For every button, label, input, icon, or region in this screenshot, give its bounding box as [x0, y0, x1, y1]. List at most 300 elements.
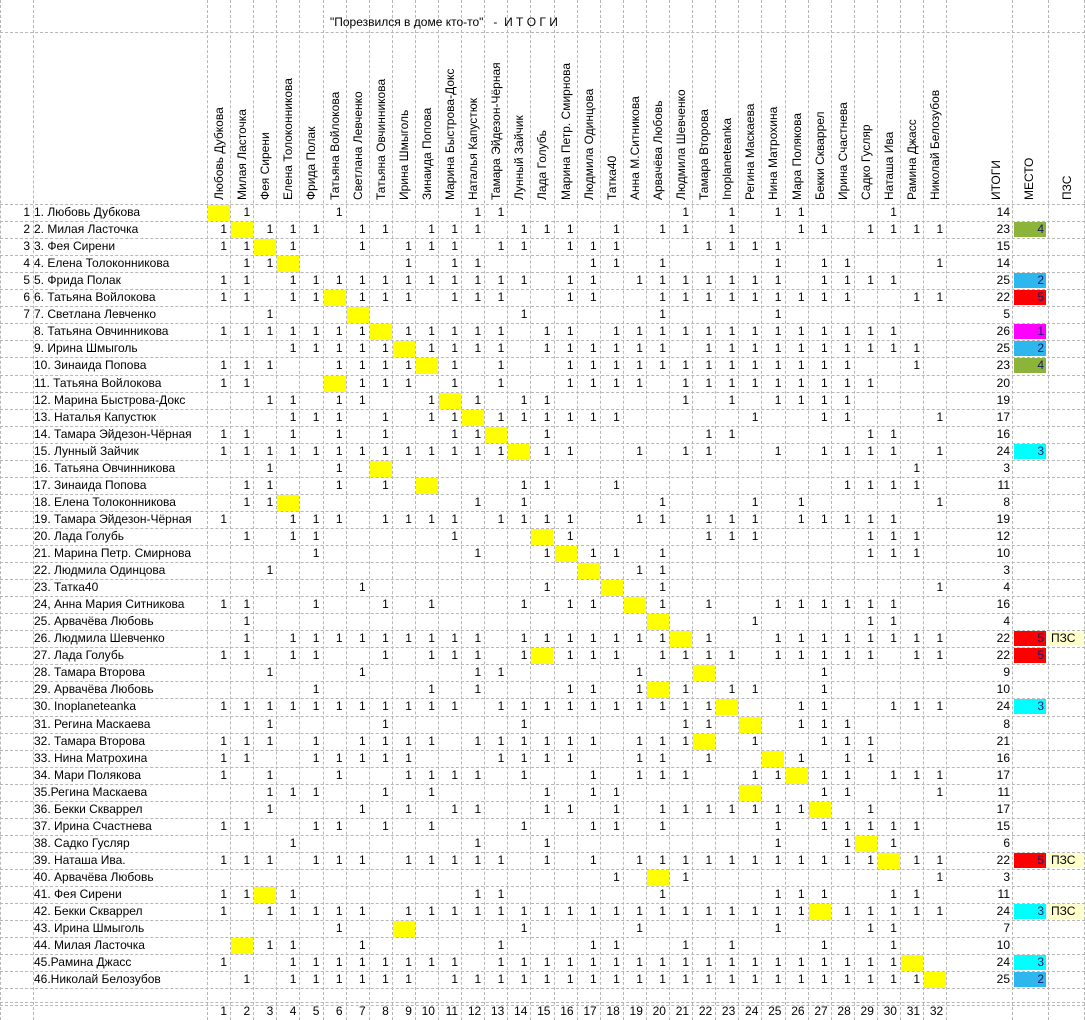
- table-row: [0, 716, 1085, 733]
- vote-mark: 1: [428, 341, 435, 356]
- vote-mark: 1: [659, 887, 666, 901]
- vote-mark: 1: [705, 904, 713, 919]
- table-row: [0, 289, 1085, 306]
- vote-mark: 1: [359, 631, 366, 646]
- vote-mark: 1: [821, 511, 828, 526]
- vote-mark: 1: [243, 375, 251, 390]
- vote-mark: 1: [797, 955, 805, 970]
- vote-mark: 1: [289, 324, 297, 339]
- vote-mark: 1: [682, 358, 690, 373]
- vote-mark: 1: [474, 426, 482, 441]
- vote-mark: 1: [682, 375, 690, 390]
- vote-mark: 1: [359, 443, 366, 458]
- vote-mark: 1: [751, 358, 759, 373]
- self-vote-marker: [370, 324, 392, 340]
- table-row: [0, 971, 1085, 988]
- vote-mark: 1: [636, 699, 643, 714]
- vote-mark: 1: [497, 733, 505, 748]
- vote-mark: 1: [590, 699, 597, 714]
- vote-mark: 1: [659, 256, 666, 271]
- vote-mark: 1: [220, 375, 228, 390]
- vote-mark: 1: [428, 682, 435, 697]
- vote-mark: 1: [774, 443, 782, 458]
- vote-mark: 1: [520, 904, 528, 919]
- vote-mark: 1: [566, 801, 574, 816]
- vote-mark: 1: [821, 852, 828, 867]
- total-score: 6: [1003, 835, 1010, 850]
- vote-mark: 1: [243, 205, 251, 219]
- vote-mark: 1: [289, 392, 297, 407]
- self-vote-marker: [393, 921, 415, 937]
- total-score: 25: [996, 273, 1010, 288]
- vote-mark: 1: [220, 443, 228, 458]
- vote-mark: 1: [474, 972, 482, 987]
- vote-mark: 1: [243, 852, 251, 867]
- vote-mark: 1: [682, 682, 690, 697]
- vote-mark: 1: [405, 239, 412, 254]
- vote-mark: 1: [913, 767, 921, 782]
- participant-name: 30. Inoplaneteanka: [34, 699, 137, 714]
- vote-mark: 1: [405, 852, 412, 867]
- vote-mark: 1: [821, 699, 828, 714]
- vote-mark: 1: [705, 648, 713, 663]
- vote-mark: 1: [243, 733, 251, 748]
- self-vote-marker: [739, 785, 761, 801]
- vote-mark: 1: [867, 631, 874, 646]
- vote-mark: 1: [566, 733, 574, 748]
- vote-mark: 1: [520, 273, 528, 288]
- participant-name: 8. Татьяна Овчинникова: [34, 324, 169, 339]
- total-score: 17: [996, 801, 1010, 816]
- vote-mark: 1: [543, 955, 551, 970]
- vote-mark: 1: [428, 597, 435, 612]
- vote-mark: 1: [428, 818, 435, 833]
- total-score: 14: [996, 205, 1010, 219]
- vote-mark: 1: [359, 699, 366, 714]
- vote-mark: 1: [266, 443, 274, 458]
- vote-mark: 1: [774, 972, 782, 987]
- footer-column-number: 23: [721, 1004, 736, 1018]
- vote-mark: 1: [705, 375, 713, 390]
- vote-mark: 1: [405, 511, 412, 526]
- vote-mark: 1: [451, 443, 459, 458]
- place-badge: 4: [1014, 222, 1046, 237]
- vote-mark: 1: [382, 426, 389, 441]
- vote-mark: 1: [335, 443, 343, 458]
- vote-mark: 1: [659, 222, 666, 237]
- vote-mark: 1: [728, 290, 736, 305]
- vote-mark: 1: [428, 699, 435, 714]
- vote-mark: 1: [867, 818, 874, 833]
- column-header: Ирина Счастнева: [835, 102, 850, 200]
- vote-mark: 1: [751, 494, 759, 509]
- vote-mark: 1: [728, 341, 736, 356]
- total-score: 3: [1003, 869, 1010, 884]
- self-vote-marker: [786, 768, 808, 784]
- vote-mark: 1: [913, 290, 921, 305]
- vote-mark: 1: [867, 801, 874, 816]
- column-header: Тамара Второва: [697, 109, 712, 200]
- vote-mark: 1: [474, 733, 482, 748]
- vote-mark: 1: [844, 358, 851, 373]
- vote-mark: 1: [382, 699, 389, 714]
- vote-mark: 1: [359, 392, 366, 407]
- footer-column-number: 25: [768, 1004, 782, 1018]
- participant-name: 37. Ирина Счастнева: [34, 818, 152, 833]
- vote-mark: 1: [913, 222, 921, 237]
- vote-mark: 1: [451, 528, 459, 543]
- vote-mark: 1: [659, 273, 666, 288]
- vote-mark: 1: [359, 665, 366, 680]
- footer-column-number: 4: [289, 1004, 297, 1018]
- vote-mark: 1: [705, 290, 713, 305]
- participant-name: 4. Елена Толоконникова: [34, 256, 170, 271]
- vote-mark: 1: [659, 648, 666, 663]
- vote-mark: 1: [613, 631, 620, 646]
- vote-mark: 1: [636, 972, 643, 987]
- footer-column-number: 13: [490, 1004, 505, 1018]
- vote-mark: 1: [613, 938, 620, 953]
- vote-mark: 1: [405, 358, 412, 373]
- self-vote-marker: [855, 836, 877, 852]
- vote-mark: 1: [428, 955, 435, 970]
- vote-mark: 1: [405, 750, 412, 765]
- vote-mark: 1: [220, 597, 228, 612]
- vote-mark: 1: [451, 273, 459, 288]
- vote-mark: 1: [890, 597, 897, 612]
- total-score: 11: [997, 887, 1010, 901]
- vote-mark: 1: [543, 852, 551, 867]
- self-vote-marker: [647, 682, 669, 698]
- vote-mark: 1: [613, 904, 620, 919]
- vote-mark: 1: [335, 477, 343, 492]
- vote-mark: 1: [774, 767, 782, 782]
- vote-mark: 1: [451, 648, 459, 663]
- vote-mark: 1: [312, 699, 320, 714]
- table-row: [0, 767, 1085, 784]
- vote-mark: 1: [266, 904, 274, 919]
- vote-mark: 1: [636, 563, 643, 578]
- vote-mark: 1: [728, 239, 736, 254]
- vote-mark: 1: [613, 955, 620, 970]
- pzs-header: ПЗС: [1060, 175, 1074, 200]
- vote-mark: 1: [266, 852, 274, 867]
- vote-mark: 1: [266, 324, 274, 339]
- vote-mark: 1: [821, 682, 828, 697]
- table-row: [0, 494, 1085, 511]
- vote-mark: 1: [243, 887, 251, 901]
- total-score: 3: [1003, 460, 1010, 475]
- vote-mark: 1: [659, 767, 666, 782]
- vote-mark: 1: [497, 409, 505, 424]
- vote-mark: 1: [774, 324, 782, 339]
- vote-mark: 1: [613, 869, 620, 884]
- vote-mark: 1: [289, 972, 297, 987]
- vote-mark: 1: [821, 938, 828, 953]
- vote-mark: 1: [566, 682, 574, 697]
- vote-mark: 1: [289, 290, 297, 305]
- vote-mark: 1: [497, 205, 505, 219]
- vote-mark: 1: [520, 972, 528, 987]
- vote-mark: 1: [382, 443, 389, 458]
- vote-mark: 1: [844, 477, 851, 492]
- self-vote-marker: [531, 529, 553, 545]
- total-score: 8: [1003, 716, 1010, 731]
- participant-name: 40. Арвачёва Любовь: [34, 869, 154, 884]
- self-vote-marker: [809, 904, 831, 920]
- vote-mark: 1: [497, 358, 505, 373]
- total-score: 22: [996, 648, 1010, 663]
- vote-mark: 1: [774, 801, 782, 816]
- vote-mark: 1: [728, 358, 736, 373]
- participant-name: 32. Тамара Второва: [34, 733, 145, 748]
- vote-mark: 1: [520, 767, 528, 782]
- vote-mark: 1: [821, 222, 828, 237]
- vote-mark: 1: [335, 852, 343, 867]
- vote-mark: 1: [243, 324, 251, 339]
- vote-mark: 1: [428, 324, 435, 339]
- vote-mark: 1: [774, 341, 782, 356]
- vote-mark: 1: [289, 409, 297, 424]
- vote-mark: 1: [774, 835, 782, 850]
- vote-mark: 1: [289, 341, 297, 356]
- vote-mark: 1: [867, 904, 874, 919]
- table-row: [0, 579, 1085, 596]
- vote-mark: 1: [312, 546, 320, 560]
- vote-mark: 1: [774, 631, 782, 646]
- total-score: 11: [997, 477, 1010, 492]
- vote-mark: 1: [220, 358, 228, 373]
- vote-mark: 1: [405, 290, 412, 305]
- self-vote-marker: [324, 376, 346, 392]
- total-score: 16: [996, 597, 1010, 612]
- vote-mark: 1: [566, 631, 574, 646]
- vote-mark: 1: [312, 750, 320, 765]
- vote-mark: 1: [636, 733, 643, 748]
- vote-mark: 1: [474, 290, 482, 305]
- vote-mark: 1: [774, 290, 782, 305]
- self-vote-marker: [762, 751, 784, 767]
- vote-mark: 1: [359, 273, 366, 288]
- vote-mark: 1: [382, 733, 389, 748]
- vote-mark: 1: [890, 972, 897, 987]
- total-score: 11: [997, 784, 1010, 799]
- participant-name: 22. Людмила Одинцова: [34, 563, 166, 578]
- vote-mark: 1: [590, 546, 597, 560]
- vote-mark: 1: [867, 426, 874, 441]
- vote-mark: 1: [751, 511, 759, 526]
- table-row: [0, 750, 1085, 767]
- vote-mark: 1: [659, 972, 666, 987]
- participant-name: 16. Татьяна Овчинникова: [34, 460, 176, 475]
- vote-mark: 1: [751, 904, 759, 919]
- vote-mark: 1: [359, 955, 366, 970]
- vote-mark: 1: [382, 818, 389, 833]
- vote-mark: 1: [844, 392, 851, 407]
- vote-mark: 1: [312, 852, 320, 867]
- vote-mark: 1: [797, 597, 805, 612]
- vote-mark: 1: [543, 511, 551, 526]
- self-vote-marker: [508, 444, 530, 460]
- vote-mark: 1: [335, 511, 343, 526]
- vote-mark: 1: [890, 528, 897, 543]
- vote-mark: 1: [497, 341, 505, 356]
- vote-mark: 1: [751, 767, 759, 782]
- table-row: [0, 784, 1085, 801]
- self-vote-marker: [439, 393, 461, 409]
- total-score: 25: [996, 341, 1010, 356]
- vote-mark: 1: [474, 341, 482, 356]
- footer-column-number: 21: [675, 1004, 690, 1018]
- vote-mark: 1: [844, 443, 851, 458]
- participant-name: 12. Марина Быстрова-Докс: [34, 392, 186, 407]
- participant-name: 1. Любовь Дубкова: [34, 205, 141, 219]
- vote-mark: 1: [774, 358, 782, 373]
- vote-mark: 1: [335, 273, 343, 288]
- vote-mark: 1: [728, 205, 736, 219]
- vote-mark: 1: [474, 904, 482, 919]
- place-badge: 3: [1014, 955, 1046, 970]
- vote-mark: 1: [774, 256, 782, 271]
- self-vote-marker: [531, 648, 553, 664]
- footer-column-number: 3: [266, 1004, 274, 1018]
- vote-mark: 1: [821, 716, 828, 731]
- self-vote-marker: [901, 955, 923, 971]
- vote-mark: 1: [844, 375, 851, 390]
- vote-mark: 1: [428, 239, 435, 254]
- footer-column-number: 24: [745, 1004, 759, 1018]
- footer-column-number: 14: [514, 1004, 528, 1018]
- vote-mark: 1: [682, 869, 690, 884]
- vote-mark: 1: [428, 784, 435, 799]
- vote-mark: 1: [566, 409, 574, 424]
- vote-mark: 1: [728, 392, 736, 407]
- vote-mark: 1: [682, 222, 690, 237]
- participant-name: 27. Лада Голубь: [34, 648, 124, 663]
- footer-column-number: 17: [583, 1004, 597, 1018]
- vote-mark: 1: [543, 801, 551, 816]
- table-row: [0, 954, 1085, 971]
- vote-mark: 1: [636, 750, 643, 765]
- place-header: МЕСТО: [1022, 157, 1036, 200]
- vote-mark: 1: [312, 511, 320, 526]
- vote-mark: 1: [728, 426, 736, 441]
- table-row: [0, 392, 1085, 409]
- table-row: [0, 528, 1085, 545]
- vote-mark: 1: [659, 341, 666, 356]
- vote-mark: 1: [659, 494, 666, 509]
- vote-mark: 1: [520, 597, 528, 612]
- vote-mark: 1: [289, 955, 297, 970]
- vote-mark: 1: [913, 887, 921, 901]
- vote-mark: 1: [405, 631, 412, 646]
- vote-mark: 1: [359, 733, 366, 748]
- vote-mark: 1: [405, 972, 412, 987]
- vote-mark: 1: [220, 324, 228, 339]
- vote-mark: 1: [590, 375, 597, 390]
- vote-mark: 1: [728, 682, 736, 697]
- vote-mark: 1: [797, 699, 805, 714]
- column-header: Рамина Джасс: [905, 119, 919, 200]
- table-row: [0, 852, 1085, 869]
- total-score: 19: [996, 511, 1010, 526]
- vote-mark: 1: [890, 477, 897, 492]
- vote-mark: 1: [497, 955, 505, 970]
- vote-mark: 1: [590, 341, 597, 356]
- vote-mark: 1: [659, 750, 666, 765]
- vote-mark: 1: [543, 733, 551, 748]
- vote-mark: 1: [382, 341, 389, 356]
- vote-mark: 1: [220, 767, 228, 782]
- vote-mark: 1: [451, 426, 459, 441]
- self-vote-marker: [208, 205, 230, 221]
- vote-mark: 1: [821, 409, 828, 424]
- vote-mark: 1: [659, 546, 666, 560]
- vote-mark: 1: [312, 631, 320, 646]
- vote-mark: 1: [335, 750, 343, 765]
- vote-mark: 1: [590, 818, 597, 833]
- vote-mark: 1: [659, 307, 666, 322]
- vote-mark: 1: [728, 222, 736, 237]
- vote-mark: 1: [405, 801, 412, 816]
- vote-mark: 1: [243, 273, 251, 288]
- pzs-badge: ПЗС: [1048, 631, 1084, 646]
- column-header: Фея Сирени: [258, 132, 273, 200]
- column-header: Марина Быстрова-Докс: [443, 68, 457, 200]
- vote-mark: 1: [497, 375, 505, 390]
- vote-mark: 1: [382, 409, 389, 424]
- self-vote-marker: [693, 665, 715, 681]
- participant-name: 38. Садко Гусляр: [34, 835, 130, 850]
- vote-mark: 1: [243, 972, 251, 987]
- table-row: [0, 375, 1085, 392]
- column-header: Фрида Полак: [304, 126, 319, 200]
- vote-mark: 1: [312, 972, 320, 987]
- vote-mark: 1: [451, 239, 459, 254]
- table-row: [0, 340, 1085, 357]
- table-row: [0, 920, 1085, 937]
- vote-mark: 1: [613, 648, 620, 663]
- self-vote-marker: [462, 410, 484, 426]
- vote-mark: 1: [243, 648, 251, 663]
- vote-mark: 1: [867, 733, 874, 748]
- vote-mark: 1: [844, 273, 851, 288]
- vote-mark: 1: [844, 341, 851, 356]
- vote-mark: 1: [220, 699, 228, 714]
- vote-mark: 1: [474, 273, 482, 288]
- footer-column-number: 32: [929, 1004, 944, 1018]
- vote-mark: 1: [543, 784, 551, 799]
- vote-mark: 1: [705, 631, 713, 646]
- vote-mark: 1: [520, 699, 528, 714]
- vote-mark: 1: [751, 614, 759, 629]
- vote-mark: 1: [890, 631, 897, 646]
- vote-mark: 1: [359, 972, 366, 987]
- vote-mark: 1: [659, 290, 666, 305]
- vote-mark: 1: [566, 648, 574, 663]
- vote-mark: 1: [382, 972, 389, 987]
- vote-mark: 1: [335, 409, 343, 424]
- vote-mark: 1: [797, 341, 805, 356]
- self-vote-marker: [347, 307, 369, 323]
- total-score: 22: [996, 852, 1010, 867]
- vote-mark: 1: [751, 733, 759, 748]
- vote-mark: 1: [382, 290, 389, 305]
- vote-mark: 1: [566, 972, 574, 987]
- vote-mark: 1: [613, 972, 620, 987]
- vote-mark: 1: [867, 222, 874, 237]
- vote-mark: 1: [474, 887, 482, 901]
